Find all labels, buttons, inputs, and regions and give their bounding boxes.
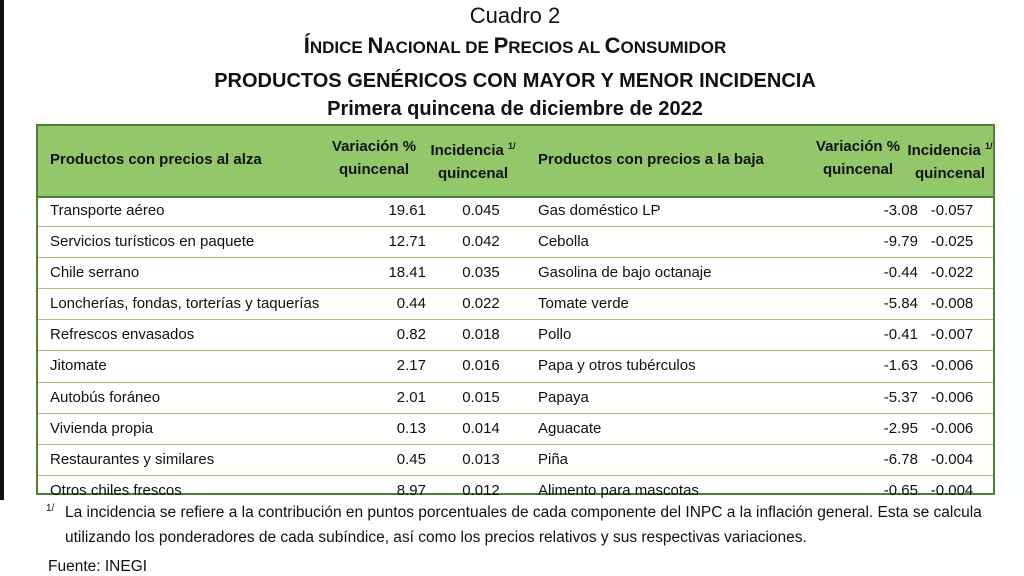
falling-product: Papaya <box>538 388 589 406</box>
header-incidence-line2: quincenal <box>437 165 508 182</box>
rising-product: Jitomate <box>50 357 107 375</box>
falling-variation: -1.63 <box>883 357 918 375</box>
falling-variation: -9.79 <box>883 233 918 251</box>
table-number: Cuadro 2 <box>469 3 561 28</box>
rising-incidence: 0.042 <box>462 233 500 251</box>
rising-product: Refrescos envasados <box>50 326 195 344</box>
title-initial: N <box>367 33 384 58</box>
rising-incidence: 0.045 <box>462 202 500 219</box>
header-falling-products: Productos con precios a la baja <box>538 151 764 168</box>
falling-product: Alimento para mascotas <box>538 481 699 499</box>
falling-incidence: -0.057 <box>930 202 974 219</box>
title-part: ACIONAL DE <box>383 38 494 57</box>
header-incidence-line1: Incidencia <box>430 142 504 159</box>
falling-variation: -5.84 <box>883 295 918 313</box>
header-variation-line2: quincenal <box>822 161 893 178</box>
title-initial: P <box>493 33 509 58</box>
rising-incidence: 0.013 <box>462 450 500 468</box>
falling-incidence: -0.025 <box>930 233 974 251</box>
table-row <box>38 351 993 382</box>
table-row <box>38 227 993 258</box>
falling-incidence: -0.006 <box>930 419 974 437</box>
falling-variation: -0.65 <box>883 481 918 499</box>
rising-variation: 8.97 <box>396 481 426 499</box>
header-rising-variation <box>324 135 424 181</box>
rising-variation: 0.13 <box>396 419 426 437</box>
rising-product: Servicios turísticos en paquete <box>50 233 255 251</box>
rising-variation: 19.61 <box>388 202 426 219</box>
falling-product: Gas doméstico LP <box>538 202 661 219</box>
rising-variation: 0.44 <box>396 295 426 313</box>
header-variation-line1: Variación % <box>815 138 901 155</box>
rising-variation: 12.71 <box>388 233 426 251</box>
rising-incidence: 0.015 <box>462 388 500 406</box>
falling-incidence: -0.006 <box>930 357 974 375</box>
falling-product: Piña <box>538 450 569 468</box>
table-row <box>38 414 993 445</box>
title-initial: C <box>604 33 621 58</box>
falling-variation: -5.37 <box>883 388 918 406</box>
falling-variation: -0.44 <box>883 264 918 282</box>
rising-incidence: 0.014 <box>462 419 500 437</box>
rising-variation: 2.17 <box>396 357 426 375</box>
title-part: ONSUMIDOR <box>620 38 727 57</box>
header-incidence-line2: quincenal <box>914 165 985 182</box>
rising-variation: 0.45 <box>396 450 426 468</box>
table-body <box>38 196 993 506</box>
falling-incidence: -0.004 <box>930 481 974 499</box>
rising-incidence: 0.022 <box>462 295 500 313</box>
rising-product: Autobús foráneo <box>50 388 161 406</box>
page-title <box>0 33 1024 59</box>
falling-variation: -6.78 <box>883 450 918 468</box>
footnote-ref: 1/ <box>985 141 993 151</box>
header-rising-products: Productos con precios al alza <box>50 151 262 168</box>
table-row <box>38 445 993 476</box>
falling-product: Aguacate <box>538 419 602 437</box>
rising-variation: 2.01 <box>396 388 426 406</box>
header-falling-variation <box>808 135 908 181</box>
footnote <box>46 500 996 550</box>
table-row <box>38 320 993 351</box>
title-initial: Í <box>303 33 310 58</box>
rising-variation: 18.41 <box>388 264 426 282</box>
footnote-text: La incidencia se refiere a la contribución en puntos porcentuales de cada componente del INPC a la inflación general. Esta se calcula utilizando los ponderadores de cada subíndice, así como los precios relativos y sus respectivas variaciones. <box>65 504 982 546</box>
incidence-table <box>36 124 995 499</box>
falling-variation: -2.95 <box>883 419 918 437</box>
rising-incidence: 0.018 <box>462 326 500 344</box>
header-variation-line1: Variación % <box>331 138 417 155</box>
falling-incidence: -0.008 <box>930 295 974 313</box>
falling-variation: -3.08 <box>883 202 918 219</box>
falling-product: Papa y otros tubérculos <box>538 357 696 375</box>
rising-incidence: 0.016 <box>462 357 500 375</box>
falling-incidence: -0.006 <box>930 388 974 406</box>
rising-product: Vivienda propia <box>50 419 154 437</box>
falling-incidence: -0.022 <box>930 264 974 282</box>
title-part: NDICE <box>309 38 368 57</box>
falling-incidence: -0.007 <box>930 326 974 344</box>
rising-product: Otros chiles frescos <box>50 481 182 499</box>
falling-variation: -0.41 <box>883 326 918 344</box>
falling-product: Gasolina de bajo octanaje <box>538 264 712 282</box>
rising-variation: 0.82 <box>396 326 426 344</box>
falling-product: Cebolla <box>538 233 589 251</box>
footnote-ref: 1/ <box>508 141 516 151</box>
table-row <box>38 258 993 289</box>
source-label: Fuente: INEGI <box>48 558 148 575</box>
header-falling-incidence <box>904 135 996 185</box>
footnote-mark: 1/ <box>46 503 55 514</box>
table-header <box>38 126 993 198</box>
title-part: RECIOS AL <box>508 38 605 57</box>
table-row <box>38 196 993 227</box>
falling-product: Pollo <box>538 326 572 344</box>
falling-incidence: -0.004 <box>930 450 974 468</box>
rising-product: Loncherías, fondas, torterías y taquerías <box>50 295 320 313</box>
rising-incidence: 0.035 <box>462 264 500 282</box>
rising-incidence: 0.012 <box>462 481 500 499</box>
header-variation-line2: quincenal <box>338 161 409 178</box>
rising-product: Transporte aéreo <box>50 202 165 219</box>
subtitle: PRODUCTOS GENÉRICOS CON MAYOR Y MENOR INCIDENCIA <box>214 70 816 92</box>
period-label: Primera quincena de diciembre de 2022 <box>327 98 703 120</box>
rising-product: Chile serrano <box>50 264 140 282</box>
falling-product: Tomate verde <box>538 295 629 313</box>
rising-product: Restaurantes y similares <box>50 450 215 468</box>
table-row <box>38 289 993 320</box>
table-row <box>38 383 993 414</box>
header-rising-incidence <box>414 135 532 185</box>
header-incidence-line1: Incidencia <box>907 142 981 159</box>
